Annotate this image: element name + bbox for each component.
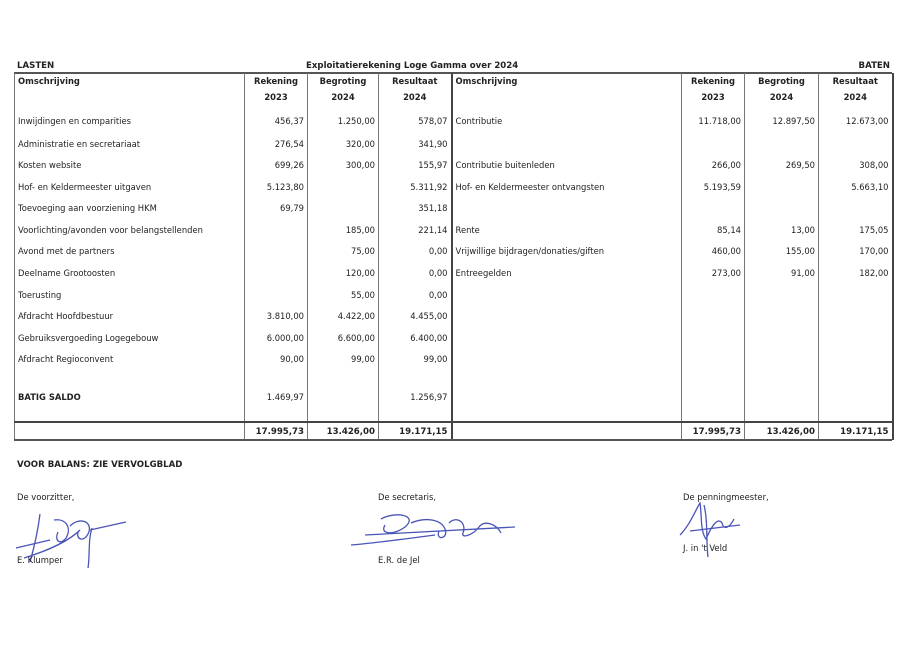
lasten-rekening: 276,54 [245,133,308,155]
penningmeester-role: De penningmeester, [683,492,769,502]
baten-description: Entreegelden [452,262,682,284]
baten-begroting [745,348,819,370]
voorzitter-name: E. Klumper [17,555,63,565]
table-row [15,106,893,133]
baten-begroting: 155,00 [745,241,819,263]
table-row [15,176,893,198]
baten-resultaat: 175,05 [819,219,893,241]
lasten-begroting: 1.250,00 [308,106,379,133]
table-row [15,154,893,176]
baten-resultaat [819,133,893,155]
lasten-description: Inwijdingen en comparities [15,106,245,133]
lasten-description: Administratie en secretariaat [15,133,245,155]
baten-label: BATEN [858,61,890,71]
lasten-begroting: 75,00 [308,241,379,263]
lasten-begroting: 99,00 [308,348,379,370]
total-rekening-baten: 17.995,73 [682,422,745,440]
baten-resultaat [819,305,893,327]
year-resultaat-baten: 2024 [819,92,893,106]
lasten-resultaat: 155,97 [379,154,452,176]
total-begroting-lasten: 13.426,00 [308,422,379,440]
baten-begroting [745,198,819,220]
lasten-description: Gebruiksvergoeding Logegebouw [15,327,245,349]
baten-description: Rente [452,219,682,241]
lasten-description: Kosten website [15,154,245,176]
table-row [15,219,893,241]
lasten-resultaat: 5.311,92 [379,176,452,198]
baten-resultaat [819,198,893,220]
spacer-row [15,405,893,422]
baten-begroting: 269,50 [745,154,819,176]
baten-description [452,348,682,370]
baten-rekening: 273,00 [682,262,745,284]
baten-begroting [745,284,819,306]
baten-rekening [682,198,745,220]
year-resultaat-lasten: 2024 [379,92,452,106]
lasten-rekening: 6.000,00 [245,327,308,349]
lasten-rekening: 456,37 [245,106,308,133]
lasten-description: Afdracht Regioconvent [15,348,245,370]
col-begroting-baten: Begroting [745,73,819,92]
penningmeester-signature [660,495,770,565]
total-begroting-baten: 13.426,00 [745,422,819,440]
year-rekening-lasten: 2023 [245,92,308,106]
saldo-rekening: 1.469,97 [245,388,308,405]
baten-resultaat: 308,00 [819,154,893,176]
blank-space-row [15,370,893,388]
lasten-begroting: 6.600,00 [308,327,379,349]
lasten-resultaat: 578,07 [379,106,452,133]
secretaris-name: E.R. de Jel [378,555,420,565]
exploitatie-table [14,73,894,440]
baten-resultaat: 12.673,00 [819,106,893,133]
col-resultaat-lasten: Resultaat [379,73,452,92]
baten-resultaat: 5.663,10 [819,176,893,198]
baten-rekening: 266,00 [682,154,745,176]
baten-description: Contributie [452,106,682,133]
col-omschrijving-lasten: Omschrijving [15,73,245,92]
lasten-begroting: 320,00 [308,133,379,155]
col-omschrijving-baten: Omschrijving [452,73,682,92]
lasten-resultaat: 221,14 [379,219,452,241]
lasten-begroting: 300,00 [308,154,379,176]
voorzitter-role: De voorzitter, [17,492,75,502]
col-rekening-lasten: Rekening [245,73,308,92]
lasten-rekening: 90,00 [245,348,308,370]
lasten-rekening [245,241,308,263]
lasten-rekening: 699,26 [245,154,308,176]
balans-note: VOOR BALANS: ZIE VERVOLGBLAD [17,460,183,470]
table-row [15,284,893,306]
lasten-begroting: 120,00 [308,262,379,284]
lasten-begroting: 185,00 [308,219,379,241]
total-rekening-lasten: 17.995,73 [245,422,308,440]
col-begroting-lasten: Begroting [308,73,379,92]
lasten-begroting: 55,00 [308,284,379,306]
lasten-description: Hof- en Keldermeester uitgaven [15,176,245,198]
total-resultaat-lasten: 19.171,15 [379,422,452,440]
saldo-label: BATIG SALDO [15,388,245,405]
lasten-description: Voorlichting/avonden voor belangstellenden [15,219,245,241]
lasten-resultaat: 341,90 [379,133,452,155]
baten-description [452,284,682,306]
year-begroting-baten: 2024 [745,92,819,106]
baten-description [452,327,682,349]
secretaris-signature [345,505,525,555]
lasten-resultaat: 4.455,00 [379,305,452,327]
lasten-rekening: 3.810,00 [245,305,308,327]
baten-resultaat: 182,00 [819,262,893,284]
lasten-resultaat: 99,00 [379,348,452,370]
secretaris-role: De secretaris, [378,492,437,502]
table-row [15,198,893,220]
lasten-rekening [245,262,308,284]
lasten-resultaat: 0,00 [379,262,452,284]
table-row [15,133,893,155]
lasten-resultaat: 0,00 [379,284,452,306]
col-rekening-baten: Rekening [682,73,745,92]
baten-rekening [682,327,745,349]
baten-rekening [682,133,745,155]
lasten-resultaat: 0,00 [379,241,452,263]
baten-rekening [682,284,745,306]
baten-begroting [745,176,819,198]
column-header-row [15,73,893,92]
baten-rekening: 11.718,00 [682,106,745,133]
baten-resultaat [819,348,893,370]
baten-begroting [745,327,819,349]
baten-rekening [682,305,745,327]
lasten-description: Toevoeging aan voorziening HKM [15,198,245,220]
year-begroting-lasten: 2024 [308,92,379,106]
table-row [15,241,893,263]
baten-description [452,198,682,220]
baten-begroting [745,305,819,327]
lasten-resultaat: 6.400,00 [379,327,452,349]
lasten-label: LASTEN [17,61,55,71]
year-rekening-baten: 2023 [682,92,745,106]
total-resultaat-baten: 19.171,15 [819,422,893,440]
baten-resultaat [819,284,893,306]
lasten-begroting [308,198,379,220]
baten-description: Contributie buitenleden [452,154,682,176]
baten-begroting [745,133,819,155]
lasten-rekening: 5.123,80 [245,176,308,198]
table-row [15,348,893,370]
table-row [15,262,893,284]
baten-description [452,305,682,327]
lasten-rekening: 69,79 [245,198,308,220]
bottom-rule [14,439,892,441]
baten-rekening [682,348,745,370]
lasten-rekening [245,219,308,241]
document-title: Exploitatierekening Loge Gamma over 2024 [306,61,519,71]
baten-rekening: 460,00 [682,241,745,263]
baten-rekening: 5.193,59 [682,176,745,198]
lasten-description: Avond met de partners [15,241,245,263]
lasten-description: Deelname Grootoosten [15,262,245,284]
batig-saldo-row [15,388,893,405]
baten-begroting: 13,00 [745,219,819,241]
baten-resultaat: 170,00 [819,241,893,263]
lasten-begroting: 4.422,00 [308,305,379,327]
baten-description: Hof- en Keldermeester ontvangsten [452,176,682,198]
table-row [15,305,893,327]
lasten-resultaat: 351,18 [379,198,452,220]
baten-begroting: 12.897,50 [745,106,819,133]
baten-description: Vrijwillige bijdragen/donaties/giften [452,241,682,263]
baten-description [452,133,682,155]
baten-rekening: 85,14 [682,219,745,241]
lasten-description: Toerusting [15,284,245,306]
totals-row [15,422,893,440]
saldo-resultaat: 1.256,97 [379,388,452,405]
table-row [15,327,893,349]
year-header-row [15,92,893,106]
lasten-rekening [245,284,308,306]
lasten-begroting [308,176,379,198]
col-resultaat-baten: Resultaat [819,73,893,92]
lasten-description: Afdracht Hoofdbestuur [15,305,245,327]
penningmeester-name: J. in 't Veld [683,543,728,553]
baten-begroting: 91,00 [745,262,819,284]
baten-resultaat [819,327,893,349]
